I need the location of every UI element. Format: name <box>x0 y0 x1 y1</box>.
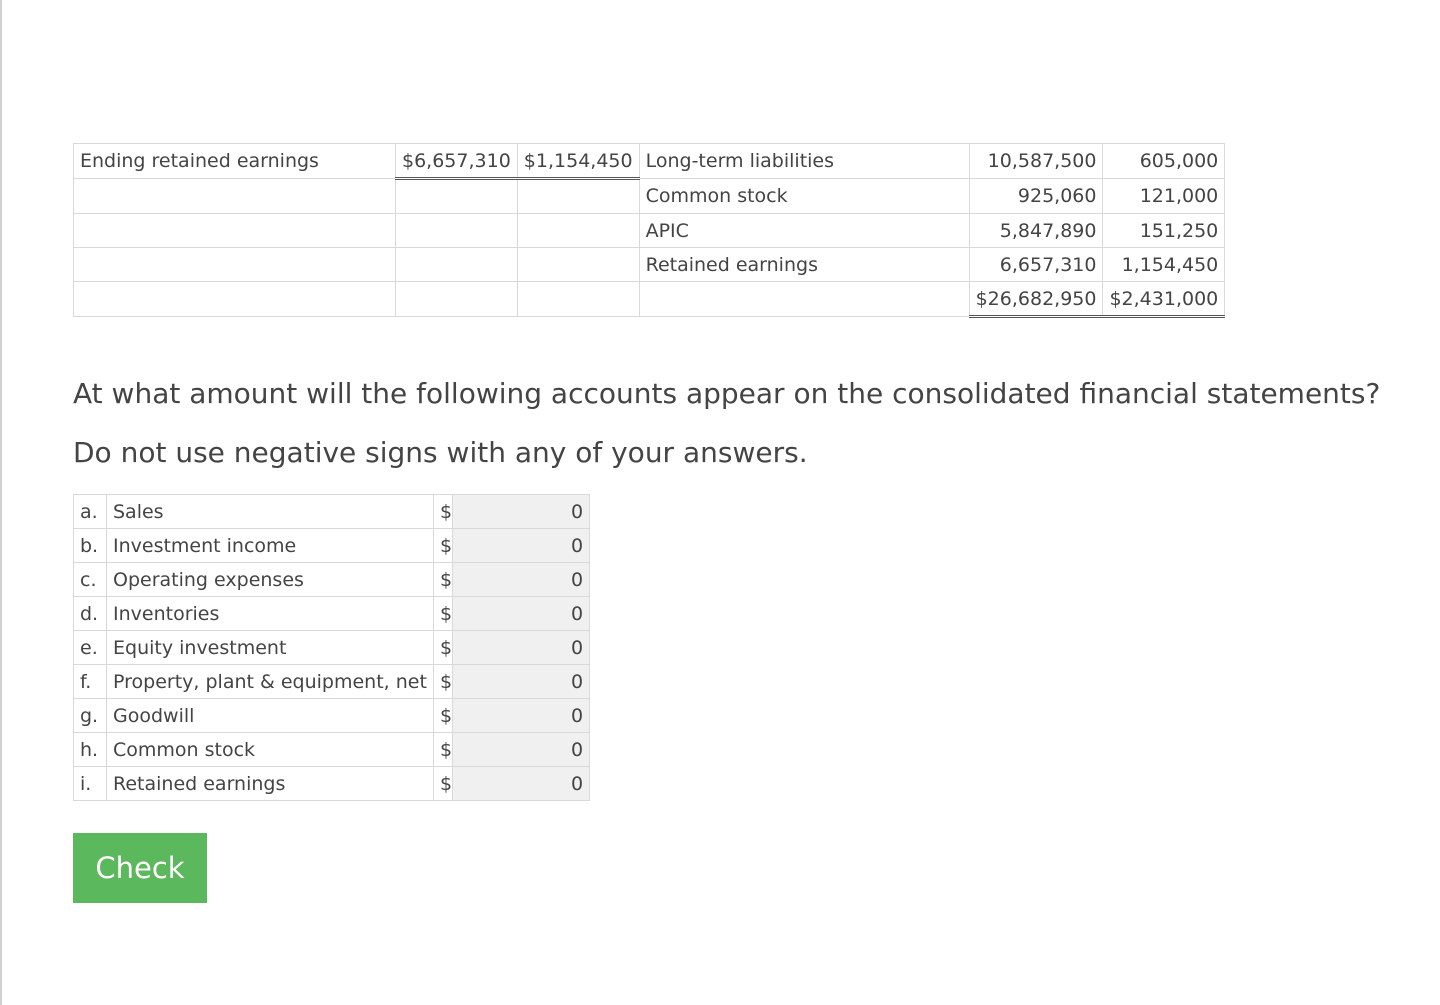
answer-table <box>73 494 590 801</box>
answer-account: Equity investment <box>107 631 434 665</box>
row-label <box>74 214 396 248</box>
row-label-2 <box>639 282 969 317</box>
answer-cell <box>453 699 590 733</box>
parent-value: $6,657,310 <box>396 144 518 179</box>
answer-cell <box>453 529 590 563</box>
row-label: Ending retained earnings <box>74 144 396 179</box>
parent-value-2: 5,847,890 <box>969 214 1103 248</box>
parent-value-2: 925,060 <box>969 179 1103 214</box>
currency-symbol: $ <box>433 529 452 563</box>
answer-account: Operating expenses <box>107 563 434 597</box>
investment-income-input[interactable] <box>453 529 589 562</box>
answer-account: Common stock <box>107 733 434 767</box>
parent-value <box>396 248 518 282</box>
answer-account: Inventories <box>107 597 434 631</box>
table-row <box>74 214 1225 248</box>
answer-account: Goodwill <box>107 699 434 733</box>
table-row <box>74 248 1225 282</box>
table-row <box>74 179 1225 214</box>
answer-cell <box>453 631 590 665</box>
currency-symbol: $ <box>433 665 452 699</box>
currency-symbol: $ <box>433 767 452 801</box>
inventories-input[interactable] <box>453 597 589 630</box>
answer-row <box>74 631 590 665</box>
answer-letter: b. <box>74 529 107 563</box>
currency-symbol: $ <box>433 563 452 597</box>
currency-symbol: $ <box>433 631 452 665</box>
answer-cell <box>453 733 590 767</box>
parent-value-2: 10,587,500 <box>969 144 1103 179</box>
parent-value <box>396 179 518 214</box>
row-label-2: Retained earnings <box>639 248 969 282</box>
parent-value <box>396 282 518 317</box>
currency-symbol: $ <box>433 597 452 631</box>
parent-value <box>396 214 518 248</box>
row-label <box>74 248 396 282</box>
answer-account: Investment income <box>107 529 434 563</box>
answer-letter: i. <box>74 767 107 801</box>
answer-row <box>74 699 590 733</box>
row-label-2: Common stock <box>639 179 969 214</box>
currency-symbol: $ <box>433 699 452 733</box>
financial-table <box>73 143 1225 318</box>
answer-account: Sales <box>107 495 434 529</box>
answer-letter: g. <box>74 699 107 733</box>
answer-row <box>74 563 590 597</box>
answer-letter: a. <box>74 495 107 529</box>
equity-investment-input[interactable] <box>453 631 589 664</box>
currency-symbol: $ <box>433 733 452 767</box>
goodwill-input[interactable] <box>453 699 589 732</box>
page-left-border <box>0 0 2 1005</box>
currency-symbol: $ <box>433 495 452 529</box>
answer-row <box>74 597 590 631</box>
operating-expenses-input[interactable] <box>453 563 589 596</box>
instruction-text: Do not use negative signs with any of your answers. <box>73 436 808 469</box>
answer-account: Retained earnings <box>107 767 434 801</box>
answer-row <box>74 665 590 699</box>
sub-value <box>517 282 639 317</box>
retained-earnings-input[interactable] <box>453 767 589 800</box>
answer-cell <box>453 597 590 631</box>
answer-cell <box>453 767 590 801</box>
parent-value-2: 6,657,310 <box>969 248 1103 282</box>
row-label-2: Long-term liabilities <box>639 144 969 179</box>
sub-total: $2,431,000 <box>1103 282 1225 317</box>
table-row <box>74 282 1225 317</box>
answer-row <box>74 529 590 563</box>
answer-cell <box>453 665 590 699</box>
sub-value <box>517 179 639 214</box>
answer-account: Property, plant & equipment, net <box>107 665 434 699</box>
answer-letter: c. <box>74 563 107 597</box>
answer-letter: f. <box>74 665 107 699</box>
answer-letter: e. <box>74 631 107 665</box>
sub-value <box>517 248 639 282</box>
question-text: At what amount will the following accounts appear on the consolidated financial statements? <box>73 377 1381 410</box>
answer-cell <box>453 563 590 597</box>
row-label <box>74 179 396 214</box>
parent-total: $26,682,950 <box>969 282 1103 317</box>
answer-row <box>74 733 590 767</box>
sub-value: $1,154,450 <box>517 144 639 179</box>
answer-letter: h. <box>74 733 107 767</box>
check-button[interactable]: Check <box>73 833 207 903</box>
sales-input[interactable] <box>453 495 589 528</box>
sub-value-2: 605,000 <box>1103 144 1225 179</box>
answer-cell <box>453 495 590 529</box>
ppe-net-input[interactable] <box>453 665 589 698</box>
answer-row <box>74 767 590 801</box>
sub-value-2: 151,250 <box>1103 214 1225 248</box>
table-row <box>74 144 1225 179</box>
row-label <box>74 282 396 317</box>
sub-value-2: 121,000 <box>1103 179 1225 214</box>
sub-value <box>517 214 639 248</box>
row-label-2: APIC <box>639 214 969 248</box>
answer-letter: d. <box>74 597 107 631</box>
sub-value-2: 1,154,450 <box>1103 248 1225 282</box>
answer-row <box>74 495 590 529</box>
common-stock-input[interactable] <box>453 733 589 766</box>
